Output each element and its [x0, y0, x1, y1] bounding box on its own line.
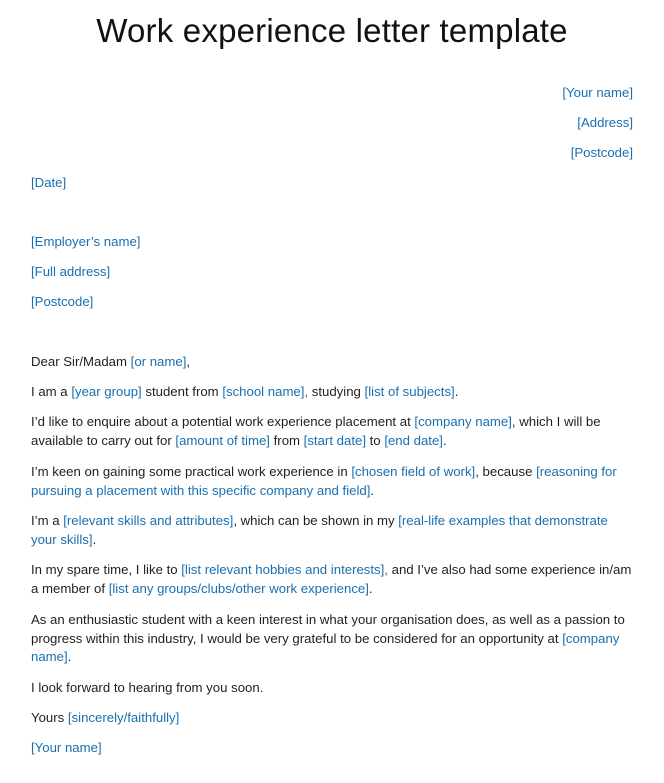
placeholder: [company name]: [414, 414, 512, 429]
signoff-placeholder: [sincerely/faithfully]: [67, 710, 180, 725]
recipient-name: [Employer’s name]: [31, 234, 141, 249]
placeholder: [chosen field of work]: [351, 464, 476, 479]
text: As an enthusiastic student with a keen interest in what your organisation does, as well as a passion to progress within this industry, I would be very grateful to be considered for an opportunity at: [31, 612, 625, 646]
placeholder: [relevant skills and attributes]: [63, 513, 234, 528]
greeting-placeholder: [or name]: [130, 354, 187, 369]
placeholder: [reasoning for pursuing a placement with this specific company and field]: [31, 464, 617, 498]
text: I am a: [31, 384, 72, 399]
text: .: [368, 580, 373, 596]
sender-postcode: [Postcode]: [570, 145, 633, 160]
text: .: [92, 531, 97, 547]
signoff-text: Yours: [31, 710, 68, 725]
text: .: [67, 649, 72, 664]
text: from: [269, 432, 304, 448]
placeholder: [school name],: [222, 384, 309, 399]
sender-address: [Address]: [577, 115, 633, 130]
placeholder: [list any groups/clubs/other work experience]: [108, 580, 369, 596]
page-title: Work experience letter template: [96, 12, 568, 49]
sender-name: [Your name]: [562, 85, 633, 100]
text: and I’ve also had some experience in/am a member of: [31, 562, 632, 596]
text: to: [365, 432, 385, 448]
placeholder: [real-life examples that demonstrate your skills]: [31, 513, 608, 547]
text: , which can be shown in my: [233, 513, 399, 528]
paragraph-interest: [31, 463, 635, 500]
placeholder: [end date]: [384, 432, 443, 448]
signoff: [31, 709, 179, 727]
text: I’m a: [31, 513, 64, 528]
placeholder: [amount of time]: [175, 432, 270, 448]
text: .: [454, 384, 459, 399]
text: .: [442, 432, 447, 448]
closing-line: I look forward to hearing from you soon.: [31, 680, 264, 695]
greeting-text: Dear Sir/Madam: [31, 354, 131, 369]
recipient-postcode: [Postcode]: [31, 294, 94, 309]
text: .: [370, 482, 375, 498]
greeting: [31, 353, 190, 371]
paragraph-enquiry: [31, 413, 635, 450]
text: studying: [308, 384, 365, 399]
placeholder: [start date]: [303, 432, 366, 448]
greeting-end: ,: [186, 354, 191, 369]
text: , because: [475, 464, 537, 479]
text: I’m keen on gaining some practical work experience in: [31, 464, 352, 479]
paragraph-hobbies: [31, 561, 635, 598]
paragraph-intro: [31, 383, 458, 401]
paragraph-skills: [31, 512, 635, 549]
text: , which I will be available to carry out for: [31, 414, 601, 448]
placeholder: [company name]: [31, 630, 620, 664]
placeholder: [list of subjects]: [364, 384, 455, 399]
text: student from: [141, 384, 223, 399]
text: In my spare time, I like to: [31, 562, 182, 577]
text: I’d like to enquire about a potential work experience placement at: [31, 414, 415, 429]
signature-name: [Your name]: [31, 740, 102, 755]
placeholder: [list relevant hobbies and interests],: [181, 562, 388, 577]
recipient-address: [Full address]: [31, 264, 111, 279]
paragraph-enthusiasm: [31, 611, 635, 667]
letter-date: [Date]: [31, 175, 67, 190]
placeholder: [year group]: [71, 384, 142, 399]
